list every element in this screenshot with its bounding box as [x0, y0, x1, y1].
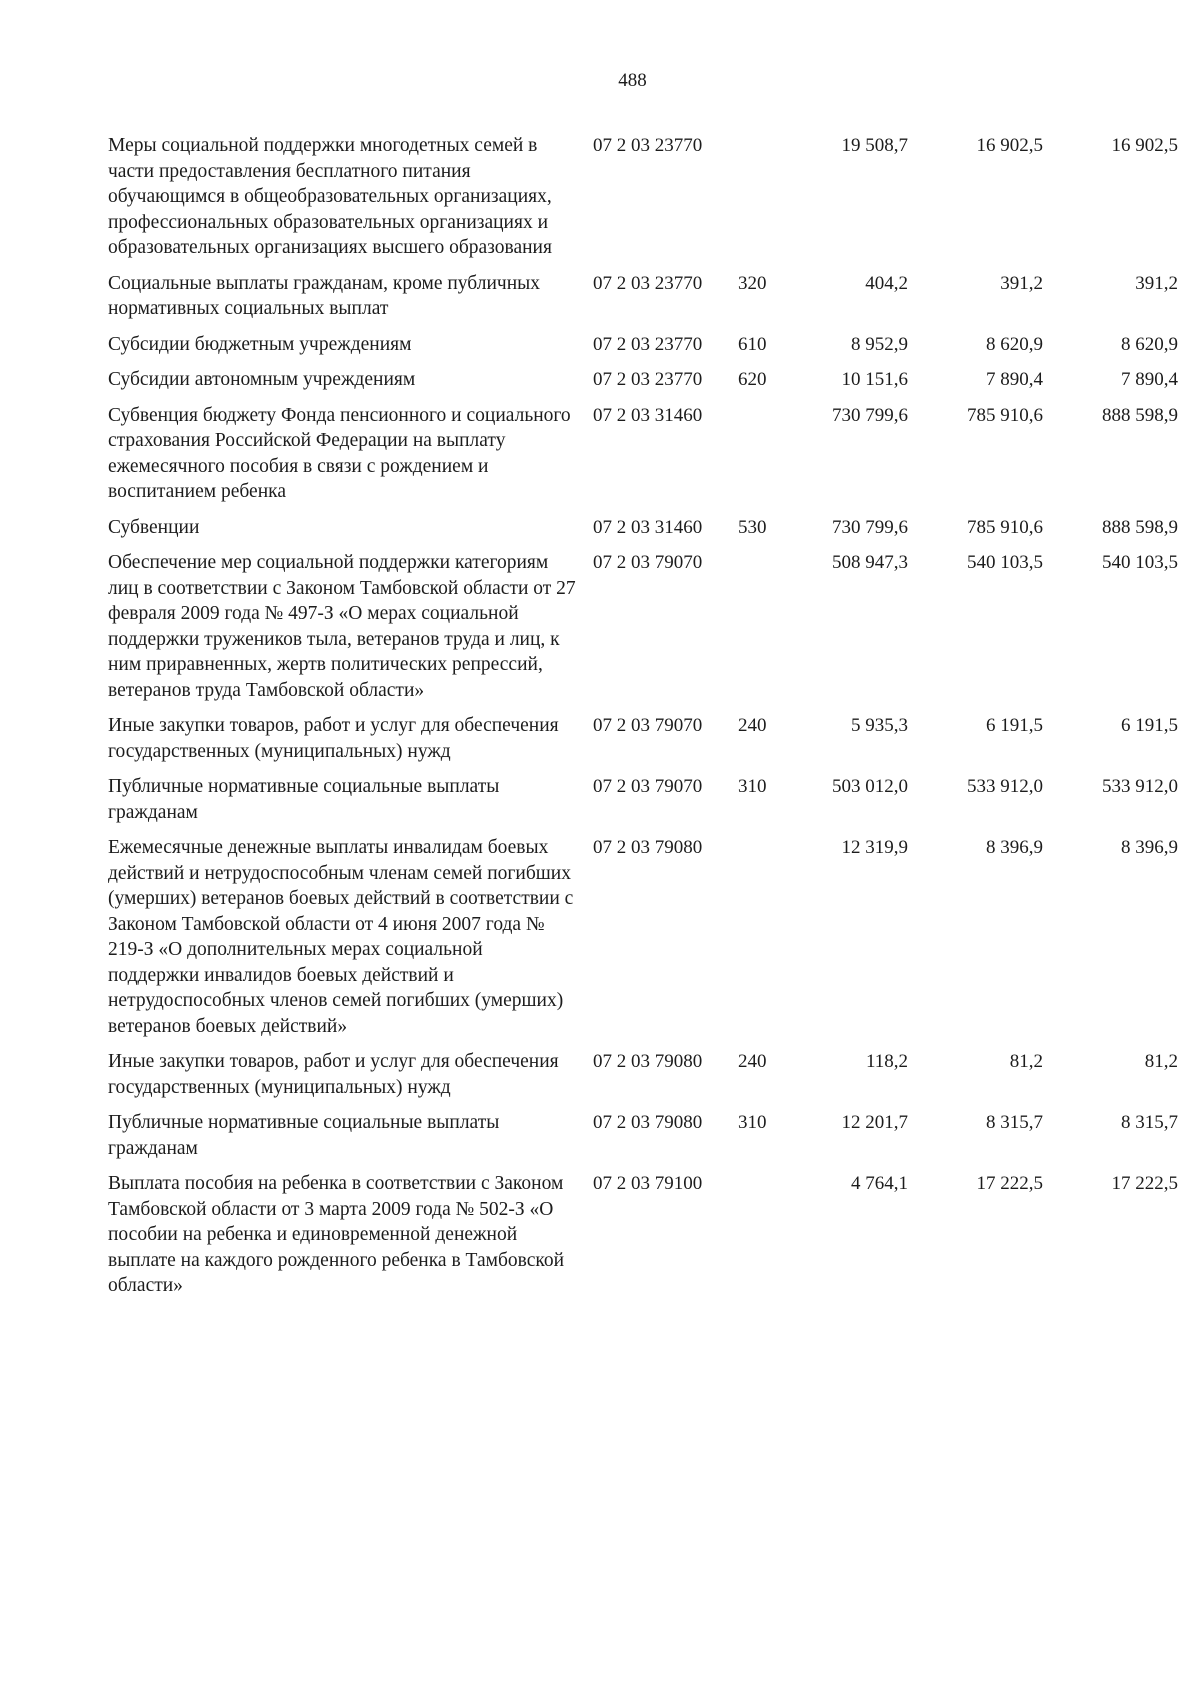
amount-year-2: 17 222,5: [976, 1173, 1043, 1194]
table-row: [108, 774, 1188, 825]
amount-year-1: 508 947,3: [832, 552, 908, 573]
table-row: [108, 332, 1188, 358]
expense-name: Субвенции: [108, 516, 200, 538]
expense-type-code: 620: [738, 369, 767, 390]
amount-year-1: 12 319,9: [841, 837, 908, 858]
table-row: [108, 1110, 1188, 1161]
amount-year-1: 8 952,9: [851, 333, 908, 355]
amount-year-1: 12 201,7: [841, 1112, 908, 1133]
amount-year-3: 17 222,5: [1111, 1173, 1178, 1194]
amount-year-1: 4 764,1: [851, 1173, 908, 1194]
amount-year-1: 118,2: [865, 1051, 908, 1072]
table-row: [108, 367, 1188, 393]
page-number: 488: [618, 70, 647, 91]
amount-year-3: 16 902,5: [1111, 135, 1178, 156]
target-article-code: 07 2 03 23770: [593, 272, 703, 294]
expense-name: Обеспечение мер социальной поддержки категориям лиц в соответствии с Законом Тамбовской области от 27 февраля 2009 года № 497-З «О мерах социальной поддержки тружеников тыла, ветеранов труда и лиц, к ним приравненных, жертв политических репрессий, ветеранов труда Тамбовской области»: [108, 552, 576, 701]
expense-type-code: 310: [738, 776, 767, 797]
amount-year-3: 8 396,9: [1121, 837, 1178, 858]
expense-type-code: 240: [738, 715, 767, 736]
expense-name: Выплата пособия на ребенка в соответствии с Законом Тамбовской области от 3 марта 2009 года № 502-З «О пособии на ребенка и единовременной денежной выплате на каждого рожденного ребенка в Тамбовской области»: [108, 1173, 565, 1296]
expense-name: Иные закупки товаров, работ и услуг для обеспечения государственных (муниципальных) нужд: [108, 1051, 559, 1098]
target-article-code: 07 2 03 79080: [593, 837, 703, 858]
amount-year-2: 391,2: [1000, 272, 1043, 294]
amount-year-3: 540 103,5: [1102, 552, 1178, 573]
expense-type-code: 320: [738, 272, 767, 294]
amount-year-1: 19 508,7: [841, 135, 908, 156]
target-article-code: 07 2 03 79070: [593, 552, 703, 573]
amount-year-2: 7 890,4: [986, 369, 1043, 390]
expense-type-code: 240: [738, 1051, 767, 1072]
amount-year-3: 6 191,5: [1121, 715, 1178, 736]
table-row: [108, 133, 1188, 261]
budget-table: [108, 133, 1188, 1309]
table-row: [108, 403, 1188, 505]
amount-year-1: 730 799,6: [832, 404, 908, 426]
amount-year-1: 10 151,6: [841, 369, 908, 390]
table-row: [108, 271, 1188, 322]
expense-name: Социальные выплаты гражданам, кроме публичных нормативных социальных выплат: [108, 272, 540, 319]
amount-year-3: 8 315,7: [1121, 1112, 1178, 1133]
expense-type-code: 310: [738, 1112, 767, 1133]
amount-year-3: 888 598,9: [1102, 404, 1178, 426]
amount-year-2: 785 910,6: [967, 516, 1043, 538]
expense-name: Субсидии бюджетным учреждениям: [108, 333, 412, 355]
amount-year-2: 785 910,6: [967, 404, 1043, 426]
amount-year-2: 8 315,7: [986, 1112, 1043, 1133]
expense-type-code: 610: [738, 333, 767, 355]
amount-year-2: 6 191,5: [986, 715, 1043, 736]
target-article-code: 07 2 03 23770: [593, 333, 703, 355]
target-article-code: 07 2 03 79070: [593, 776, 703, 797]
amount-year-3: 7 890,4: [1121, 369, 1178, 390]
expense-name: Публичные нормативные социальные выплаты гражданам: [108, 776, 500, 823]
amount-year-1: 730 799,6: [832, 516, 908, 538]
expense-name: Субвенция бюджету Фонда пенсионного и социального страхования Российской Федерации на выплату ежемесячного пособия в связи с рождением и воспитанием ребенка: [108, 404, 571, 502]
amount-year-2: 16 902,5: [976, 135, 1043, 156]
expense-name: Публичные нормативные социальные выплаты гражданам: [108, 1112, 500, 1159]
expense-name: Иные закупки товаров, работ и услуг для обеспечения государственных (муниципальных) нужд: [108, 715, 559, 762]
amount-year-3: 81,2: [1144, 1051, 1178, 1072]
amount-year-3: 533 912,0: [1102, 776, 1178, 797]
amount-year-3: 8 620,9: [1121, 333, 1178, 355]
table-row: [108, 515, 1188, 541]
target-article-code: 07 2 03 23770: [593, 135, 703, 156]
table-row: [108, 1049, 1188, 1100]
amount-year-2: 81,2: [1009, 1051, 1043, 1072]
target-article-code: 07 2 03 79070: [593, 715, 703, 736]
target-article-code: 07 2 03 79080: [593, 1112, 703, 1133]
expense-name: Меры социальной поддержки многодетных семей в части предоставления бесплатного питания обучающимся в общеобразовательных организациях, профессиональных образовательных организациях и образовательных организациях высшего образования: [108, 135, 552, 258]
amount-year-2: 533 912,0: [967, 776, 1043, 797]
amount-year-3: 888 598,9: [1102, 516, 1178, 538]
expense-name: Ежемесячные денежные выплаты инвалидам боевых действий и нетрудоспособным членам семей погибших (умерших) ветеранов боевых действий в соответствии с Законом Тамбовской области от 4 июня 2007 года № 219-З «О дополнительных мерах социальной поддержки инвалидов боевых действий и нетрудоспособных членов семей погибших (умерших) ветеранов боевых действий»: [108, 837, 574, 1037]
table-row: [108, 713, 1188, 764]
amount-year-1: 503 012,0: [832, 776, 908, 797]
target-article-code: 07 2 03 79100: [593, 1173, 703, 1194]
expense-name: Субсидии автономным учреждениям: [108, 369, 416, 390]
amount-year-2: 8 620,9: [986, 333, 1043, 355]
target-article-code: 07 2 03 31460: [593, 516, 703, 538]
target-article-code: 07 2 03 23770: [593, 369, 703, 390]
expense-type-code: 530: [738, 516, 767, 538]
amount-year-1: 404,2: [865, 272, 908, 294]
table-row: [108, 835, 1188, 1039]
amount-year-1: 5 935,3: [851, 715, 908, 736]
table-row: [108, 1171, 1188, 1299]
amount-year-2: 540 103,5: [967, 552, 1043, 573]
table-row: [108, 550, 1188, 703]
target-article-code: 07 2 03 31460: [593, 404, 703, 426]
target-article-code: 07 2 03 79080: [593, 1051, 703, 1072]
amount-year-3: 391,2: [1135, 272, 1178, 294]
amount-year-2: 8 396,9: [986, 837, 1043, 858]
